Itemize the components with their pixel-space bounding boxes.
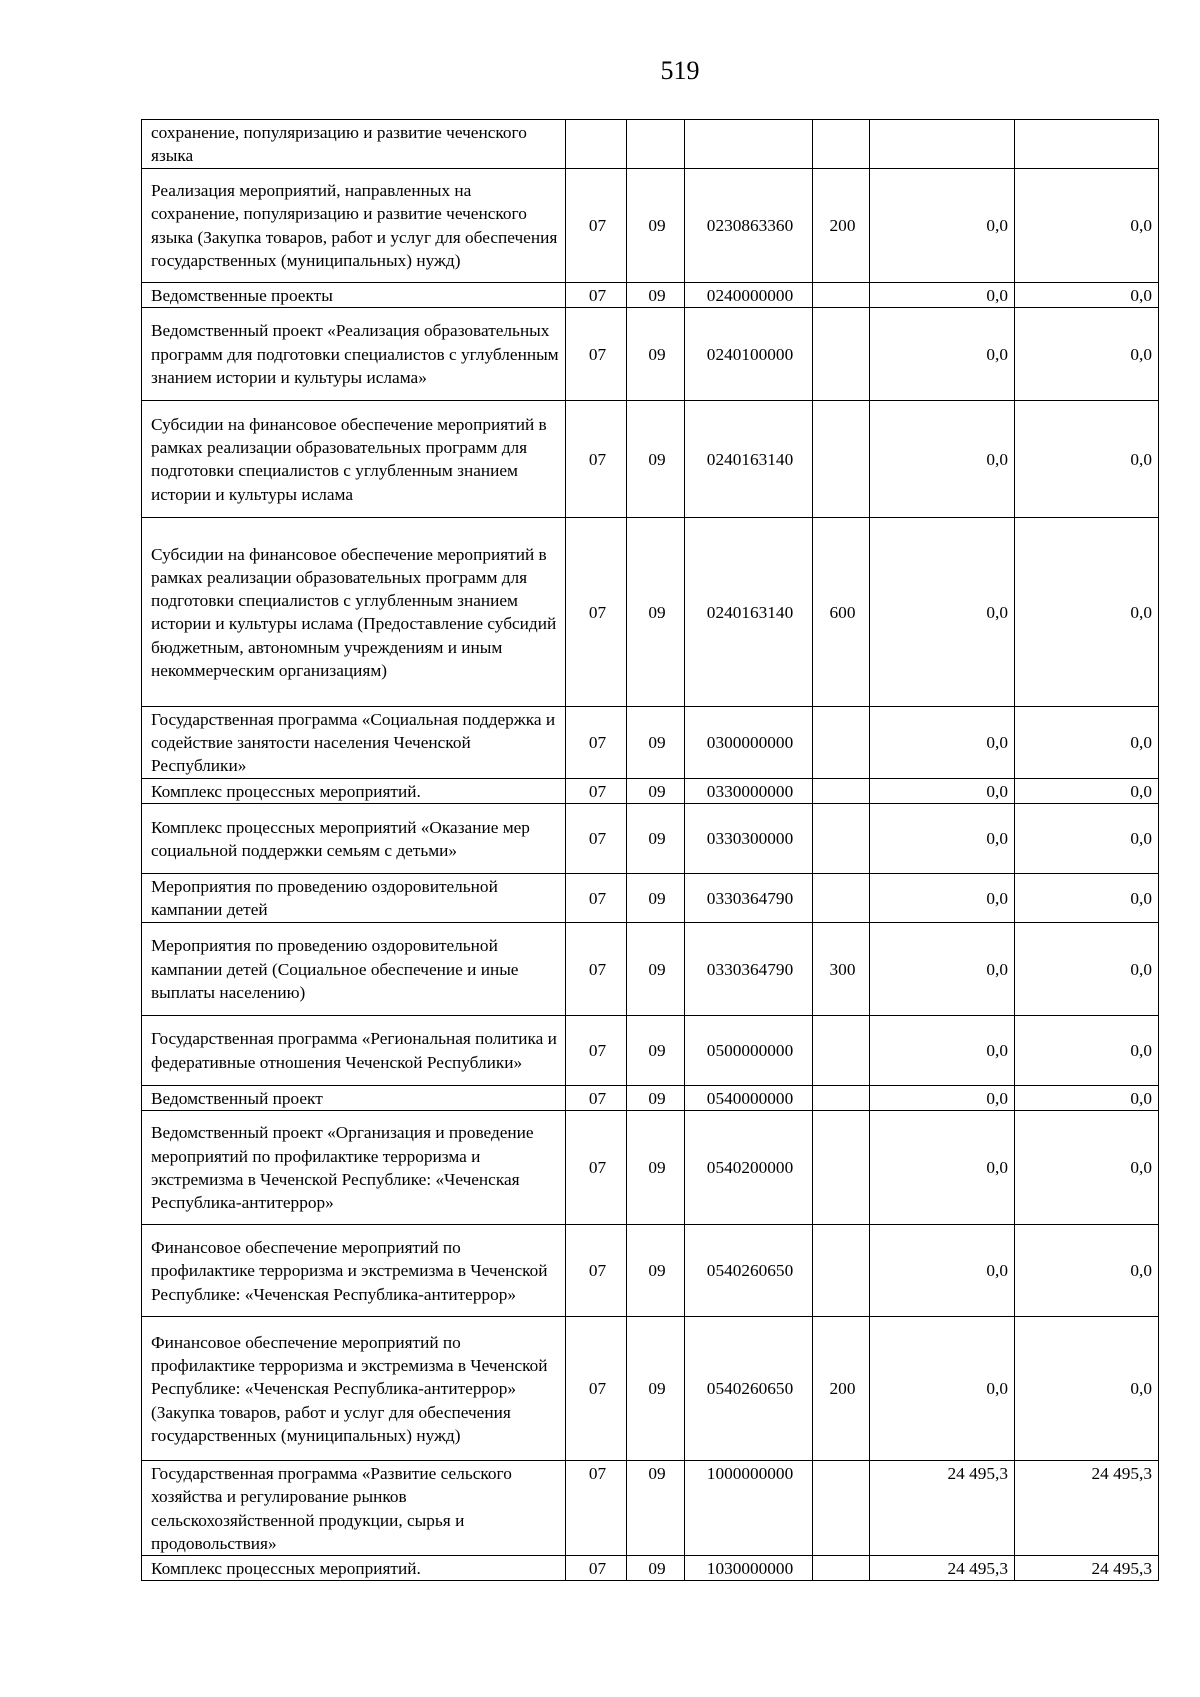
expense-type-code: 600 [813,517,870,706]
target-article-code: 1000000000 [685,1460,813,1555]
target-article-code: 0240163140 [685,400,813,517]
section-code: 07 [566,1316,627,1460]
amount-year-2: 0,0 [1015,400,1159,517]
target-article-code: 0540260650 [685,1316,813,1460]
row-description: Субсидии на финансовое обеспечение мероприятий в рамках реализации образовательных программ для подготовки специалистов с углубленным знанием истории и культуры ислама (Предоставление субсидий бюджетным, автономным учреждениям и иным некоммерческим организациям) [142,517,566,706]
target-article-code: 0330364790 [685,874,813,923]
table-row [142,1110,1159,1224]
target-article-code: 0500000000 [685,1015,813,1085]
amount-year-2: 0,0 [1015,778,1159,803]
subsection-code: 09 [627,1316,685,1460]
amount-year-1: 0,0 [870,778,1015,803]
amount-year-2: 0,0 [1015,706,1159,778]
row-description: Субсидии на финансовое обеспечение мероприятий в рамках реализации образовательных программ для подготовки специалистов с углубленным знанием истории и культуры ислама [142,400,566,517]
target-article-code: 1030000000 [685,1556,813,1581]
section-code: 07 [566,307,627,400]
amount-year-1 [870,120,1015,169]
amount-year-2: 0,0 [1015,517,1159,706]
subsection-code: 09 [627,1224,685,1316]
target-article-code: 0330364790 [685,922,813,1015]
amount-year-2: 24 495,3 [1015,1460,1159,1555]
amount-year-2: 0,0 [1015,874,1159,923]
row-description: Реализация мероприятий, направленных на сохранение, популяризацию и развитие чеченского языка (Закупка товаров, работ и услуг для обеспечения государственных (муниципальных) нужд) [142,168,566,282]
budget-table [141,119,1159,1581]
amount-year-1: 0,0 [870,1110,1015,1224]
table-row [142,922,1159,1015]
amount-year-1: 0,0 [870,1015,1015,1085]
section-code: 07 [566,1085,627,1110]
table-body [142,120,1159,1581]
amount-year-2: 0,0 [1015,1015,1159,1085]
expense-type-code [813,804,870,874]
expense-type-code [813,282,870,307]
amount-year-2: 0,0 [1015,922,1159,1015]
table-row [142,874,1159,923]
table-row [142,307,1159,400]
row-description: Мероприятия по проведению оздоровительной кампании детей (Социальное обеспечение и иные выплаты населению) [142,922,566,1015]
row-description: Мероприятия по проведению оздоровительной кампании детей [142,874,566,923]
amount-year-2: 0,0 [1015,282,1159,307]
amount-year-2: 0,0 [1015,1085,1159,1110]
target-article-code: 0230863360 [685,168,813,282]
table-row [142,706,1159,778]
expense-type-code [813,1556,870,1581]
subsection-code: 09 [627,282,685,307]
table-row [142,517,1159,706]
target-article-code [685,120,813,169]
row-description: Комплекс процессных мероприятий «Оказание мер социальной поддержки семьям с детьми» [142,804,566,874]
expense-type-code: 200 [813,168,870,282]
table-row [142,1224,1159,1316]
amount-year-2: 0,0 [1015,307,1159,400]
expense-type-code: 300 [813,922,870,1015]
subsection-code: 09 [627,1015,685,1085]
row-description: Комплекс процессных мероприятий. [142,1556,566,1581]
row-description: Государственная программа «Региональная политика и федеративные отношения Чеченской Республики» [142,1015,566,1085]
row-description: Ведомственный проект [142,1085,566,1110]
amount-year-1: 0,0 [870,706,1015,778]
subsection-code: 09 [627,307,685,400]
page-number: 519 [660,56,700,85]
target-article-code: 0240000000 [685,282,813,307]
target-article-code: 0330300000 [685,804,813,874]
section-code: 07 [566,400,627,517]
amount-year-2 [1015,120,1159,169]
expense-type-code [813,778,870,803]
amount-year-1: 0,0 [870,307,1015,400]
expense-type-code [813,400,870,517]
row-description: Комплекс процессных мероприятий. [142,778,566,803]
amount-year-2: 0,0 [1015,1224,1159,1316]
amount-year-1: 0,0 [870,282,1015,307]
expense-type-code [813,1110,870,1224]
expense-type-code [813,1224,870,1316]
expense-type-code [813,874,870,923]
section-code: 07 [566,1556,627,1581]
target-article-code: 0300000000 [685,706,813,778]
expense-type-code [813,120,870,169]
subsection-code: 09 [627,1110,685,1224]
row-description: Ведомственный проект «Реализация образовательных программ для подготовки специалистов с углубленным знанием истории и культуры ислама» [142,307,566,400]
amount-year-1: 0,0 [870,400,1015,517]
section-code: 07 [566,778,627,803]
row-description: Финансовое обеспечение мероприятий по профилактике терроризма и экстремизма в Чеченской Республике: «Чеченская Республика-антитеррор» (Закупка товаров, работ и услуг для обеспечения государственных (муниципальных) нужд) [142,1316,566,1460]
table-row [142,282,1159,307]
subsection-code [627,120,685,169]
amount-year-1: 0,0 [870,1085,1015,1110]
amount-year-2: 0,0 [1015,168,1159,282]
row-description: сохранение, популяризацию и развитие чеченского языка [142,120,566,169]
target-article-code: 0240100000 [685,307,813,400]
subsection-code: 09 [627,517,685,706]
subsection-code: 09 [627,1556,685,1581]
expense-type-code [813,1015,870,1085]
section-code: 07 [566,706,627,778]
table-row [142,804,1159,874]
section-code: 07 [566,1460,627,1555]
expense-type-code [813,307,870,400]
section-code: 07 [566,804,627,874]
amount-year-2: 24 495,3 [1015,1556,1159,1581]
amount-year-1: 0,0 [870,922,1015,1015]
row-description: Государственная программа «Развитие сельского хозяйства и регулирование рынков сельскохозяйственной продукции, сырья и продовольствия» [142,1460,566,1555]
amount-year-1: 0,0 [870,804,1015,874]
amount-year-1: 0,0 [870,1224,1015,1316]
table-row [142,120,1159,169]
subsection-code: 09 [627,778,685,803]
row-description: Финансовое обеспечение мероприятий по профилактике терроризма и экстремизма в Чеченской Республике: «Чеченская Республика-антитеррор» [142,1224,566,1316]
subsection-code: 09 [627,1085,685,1110]
amount-year-1: 0,0 [870,874,1015,923]
subsection-code: 09 [627,168,685,282]
subsection-code: 09 [627,874,685,923]
section-code: 07 [566,922,627,1015]
amount-year-1: 24 495,3 [870,1460,1015,1555]
section-code: 07 [566,1015,627,1085]
amount-year-2: 0,0 [1015,1316,1159,1460]
target-article-code: 0240163140 [685,517,813,706]
amount-year-1: 0,0 [870,1316,1015,1460]
expense-type-code [813,1460,870,1555]
table-row [142,1460,1159,1555]
subsection-code: 09 [627,706,685,778]
amount-year-1: 24 495,3 [870,1556,1015,1581]
table-row [142,1556,1159,1581]
section-code: 07 [566,517,627,706]
subsection-code: 09 [627,804,685,874]
table-row [142,1316,1159,1460]
subsection-code: 09 [627,1460,685,1555]
expense-type-code: 200 [813,1316,870,1460]
target-article-code: 0330000000 [685,778,813,803]
section-code: 07 [566,1224,627,1316]
section-code: 07 [566,1110,627,1224]
target-article-code: 0540260650 [685,1224,813,1316]
expense-type-code [813,706,870,778]
row-description: Ведомственные проекты [142,282,566,307]
row-description: Государственная программа «Социальная поддержка и содействие занятости населения Чеченской Республики» [142,706,566,778]
subsection-code: 09 [627,922,685,1015]
section-code: 07 [566,874,627,923]
amount-year-1: 0,0 [870,517,1015,706]
row-description: Ведомственный проект «Организация и проведение мероприятий по профилактике терроризма и экстремизма в Чеченской Республике: «Чеченская Республика-антитеррор» [142,1110,566,1224]
table-row [142,1015,1159,1085]
section-code: 07 [566,168,627,282]
amount-year-1: 0,0 [870,168,1015,282]
expense-type-code [813,1085,870,1110]
table-row [142,168,1159,282]
table-row [142,778,1159,803]
section-code: 07 [566,282,627,307]
table-row [142,1085,1159,1110]
subsection-code: 09 [627,400,685,517]
amount-year-2: 0,0 [1015,804,1159,874]
target-article-code: 0540000000 [685,1085,813,1110]
table-row [142,400,1159,517]
target-article-code: 0540200000 [685,1110,813,1224]
amount-year-2: 0,0 [1015,1110,1159,1224]
section-code [566,120,627,169]
